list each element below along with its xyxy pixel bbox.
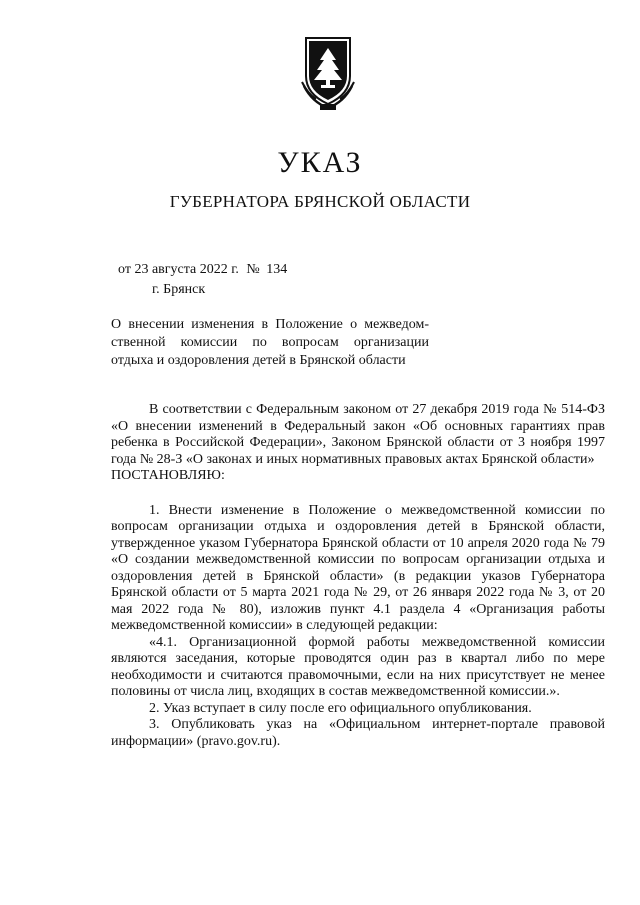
date-line [118, 262, 287, 278]
subject-line: О внесении изменения в Положение о межведом- [111, 317, 429, 332]
item-3-paragraph: 3. Опубликовать указ на «Официальном интернет-портале правовой информации» (pravo.gov.ru). [111, 717, 605, 749]
subject-line: ственной комиссии по вопросам организации [111, 335, 429, 350]
preamble-paragraph: В соответствии с Федеральным законом от 27 декабря 2019 года № 514-ФЗ «О внесении изменений в Федеральный закон «Об основных гарантиях прав ребенка в Российской Федерации», Законом Брянской области от 3 ноября 1997 года № 28-З «О законах и иных нормативных правовых актах Брянской области» [111, 402, 605, 467]
item-2-paragraph: 2. Указ вступает в силу после его официального опубликования. [149, 700, 532, 716]
document-title: УКАЗ [277, 146, 363, 179]
date-prefix: от [118, 262, 131, 277]
number-sign: № [246, 262, 260, 277]
item-1-quote-paragraph: «4.1. Организационной формой работы межведомственной комиссии являются заседания, которые проводятся один раз в квартал либо по мере необходимости и считаются правомочными, если на них присутствует не менее половины от числа лиц, входящих в состав межведомственной комиссии.». [111, 634, 605, 699]
coat-of-arms-emblem [298, 36, 358, 112]
document-subject [111, 316, 429, 370]
document-date: 23 августа 2022 г. [134, 262, 239, 277]
decree-word: ПОСТАНОВЛЯЮ: [111, 468, 225, 483]
subject-line: отдыха и оздоровления детей в Брянской области [111, 353, 406, 368]
document-city: г. Брянск [152, 282, 206, 297]
document-issuer: ГУБЕРНАТОРА БРЯНСКОЙ ОБЛАСТИ [169, 192, 471, 211]
document-number: 134 [266, 262, 288, 277]
item-1-paragraph: 1. Внести изменение в Положение о межведомственной комиссии по вопросам организации отдыха и оздоровления детей в Брянской области, утвержденное указом Губернатора Брянской области от 10 апреля 2020 года № 79 «О создании межведомственной комиссии по вопросам организации отдыха и оздоровления детей в Брянской области» (в редакции указов Губернатора Брянской области от 5 марта 2021 года № 29, от 26 января 2022 года № 3, от 20 мая 2022 года № 80), изложив пункт 4.1 раздела 4 «Организация работы межведомственной комиссии» в следующей редакции: [111, 502, 605, 633]
document-body [111, 402, 605, 750]
